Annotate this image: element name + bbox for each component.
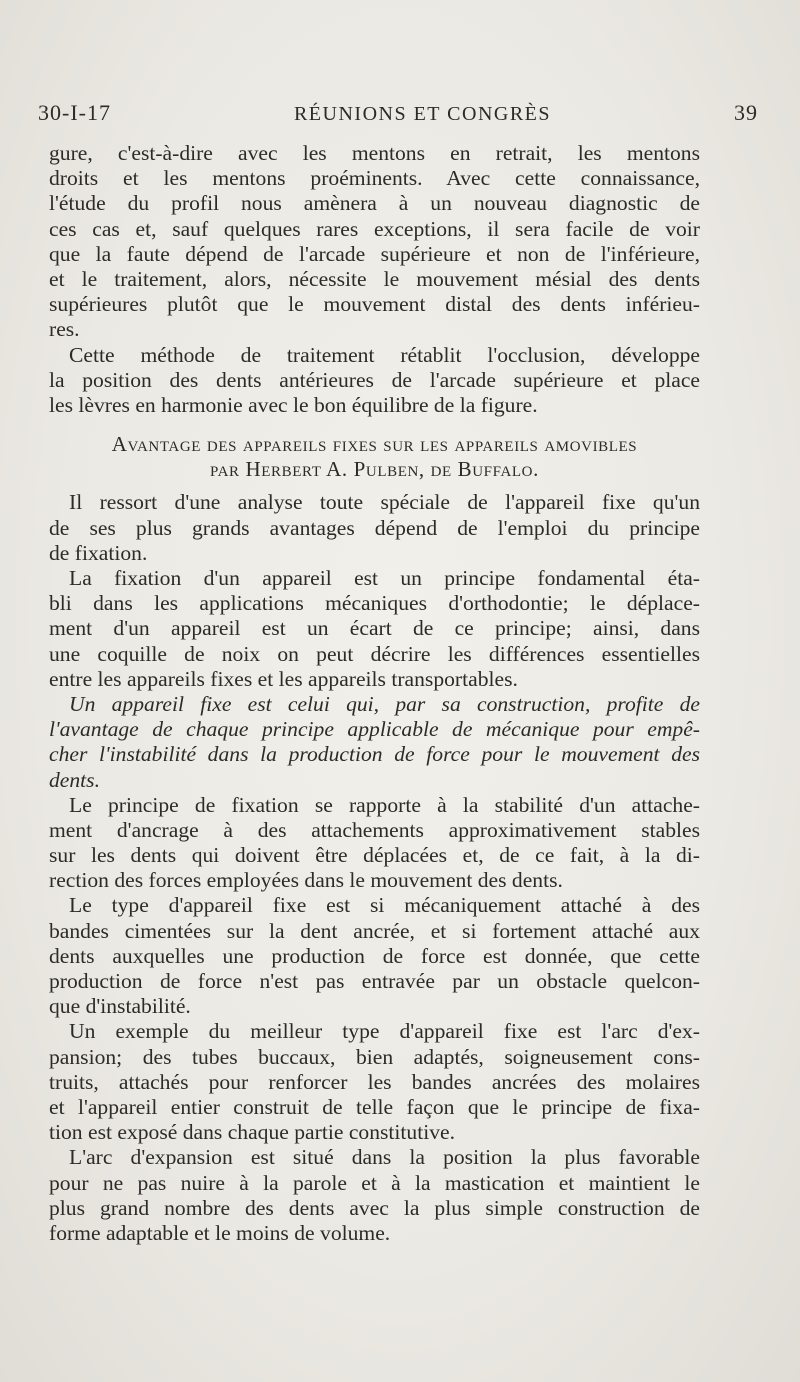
page-number: 39: [734, 100, 758, 125]
paragraph-5-italic: [49, 692, 700, 793]
paragraph-6: [49, 793, 700, 894]
text-line: Un appareil fixe est celui qui, par sa construction, profite de: [69, 691, 700, 716]
text-line: l'avantage de chaque principe applicable de mécanique pour empê-: [49, 717, 700, 742]
text-line: forme adaptable et le moins de volume.: [49, 1220, 391, 1245]
text-line: cher l'instabilité dans la production de force pour le mouvement des: [49, 742, 700, 767]
text-line: plus grand nombre des dents avec la plus simple construction de: [49, 1195, 700, 1220]
text-line: et l'appareil entier construit de telle façon que le principe de fixa-: [49, 1094, 700, 1119]
text-line: bli dans les applications mécaniques d'orthodontie; le déplace-: [49, 591, 700, 616]
text-line: bandes cimentées sur la dent ancrée, et si fortement attaché aux: [49, 918, 700, 943]
text-line: production de force n'est pas entravée par un obstacle quelcon-: [49, 969, 700, 993]
heading-line: Avantage des appareils fixes sur les appareils amovibles: [111, 432, 638, 457]
text-line: L'arc d'expansion est situé dans la position la plus favorable: [69, 1145, 700, 1170]
heading-line: par Herbert A. Pulben, de Buffalo.: [210, 457, 539, 482]
paragraph-4: [49, 566, 700, 692]
text-line: supérieures plutôt que le mouvement distal des dents inférieu-: [49, 292, 700, 317]
text-line: pour ne pas nuire à la parole et à la mastication et maintient le: [49, 1170, 700, 1195]
text-line: dents auxquelles une production de force est donnée, que cette: [49, 943, 700, 968]
text-line: une coquille de noix on peut décrire les différences essentielles: [49, 641, 700, 666]
paragraph-8: [49, 1019, 700, 1145]
text-line: La fixation d'un appareil est un principe fondamental éta-: [69, 566, 700, 590]
text-line: de fixation.: [49, 540, 148, 565]
text-line: les lèvres en harmonie avec le bon équilibre de la figure.: [49, 392, 538, 417]
text-line: pansion; des tubes buccaux, bien adaptés, soigneusement cons-: [49, 1044, 700, 1069]
body-text: [49, 141, 700, 1246]
text-line: sur les dents qui doivent être déplacées et, de ce fait, à la di-: [49, 843, 700, 868]
text-line: l'étude du profil nous amènera à un nouveau diagnostic de: [49, 191, 700, 216]
text-line: Il ressort d'une analyse toute spéciale de l'appareil fixe qu'un: [69, 490, 700, 515]
text-line: ces cas et, sauf quelques rares exceptions, il sera facile de voir: [49, 216, 700, 241]
paragraph-9: [49, 1145, 700, 1246]
text-line: Le type d'appareil fixe est si mécaniquement attaché à des: [69, 893, 700, 918]
text-line: que la faute dépend de l'arcade supérieure et non de l'inférieure,: [49, 241, 700, 266]
text-line: la position des dents antérieures de l'arcade supérieure et place: [49, 367, 700, 392]
header-title: RÉUNIONS ET CONGRÈS: [293, 103, 552, 125]
paragraph-3: [49, 490, 700, 566]
text-line: et le traitement, alors, nécessite le mouvement mésial des dents: [49, 266, 700, 291]
text-line: ment d'un appareil est un écart de ce principe; ainsi, dans: [49, 616, 700, 641]
paragraph-1: [49, 141, 700, 343]
text-line: gure, c'est-à-dire avec les mentons en retrait, les mentons: [49, 141, 700, 165]
text-line: res.: [49, 317, 80, 342]
text-line: Le principe de fixation se rapporte à la stabilité d'un attache-: [69, 792, 700, 817]
text-line: tion est exposé dans chaque partie constitutive.: [49, 1120, 455, 1145]
text-line: rection des forces employées dans le mouvement des dents.: [49, 868, 563, 893]
text-line: de ses plus grands avantages dépend de l'emploi du principe: [49, 515, 700, 540]
text-line: truits, attachés pour renforcer les bandes ancrées des molaires: [49, 1069, 700, 1094]
text-line: droits et les mentons proéminents. Avec cette connaissance,: [49, 166, 700, 191]
text-line: Un exemple du meilleur type d'appareil fixe est l'arc d'ex-: [69, 1019, 700, 1044]
paragraph-2: [49, 343, 700, 419]
section-heading: [49, 432, 700, 482]
text-line: ment d'ancrage à des attachements approximativement stables: [49, 817, 700, 842]
text-line: Cette méthode de traitement rétablit l'occlusion, développe: [69, 342, 700, 367]
text-line: que d'instabilité.: [49, 994, 191, 1019]
running-header: [38, 100, 758, 134]
text-line: dents.: [49, 767, 100, 792]
header-date: 30-I-17: [38, 100, 111, 125]
text-line: entre les appareils fixes et les appareils transportables.: [49, 666, 518, 691]
paragraph-7: [49, 893, 700, 1019]
